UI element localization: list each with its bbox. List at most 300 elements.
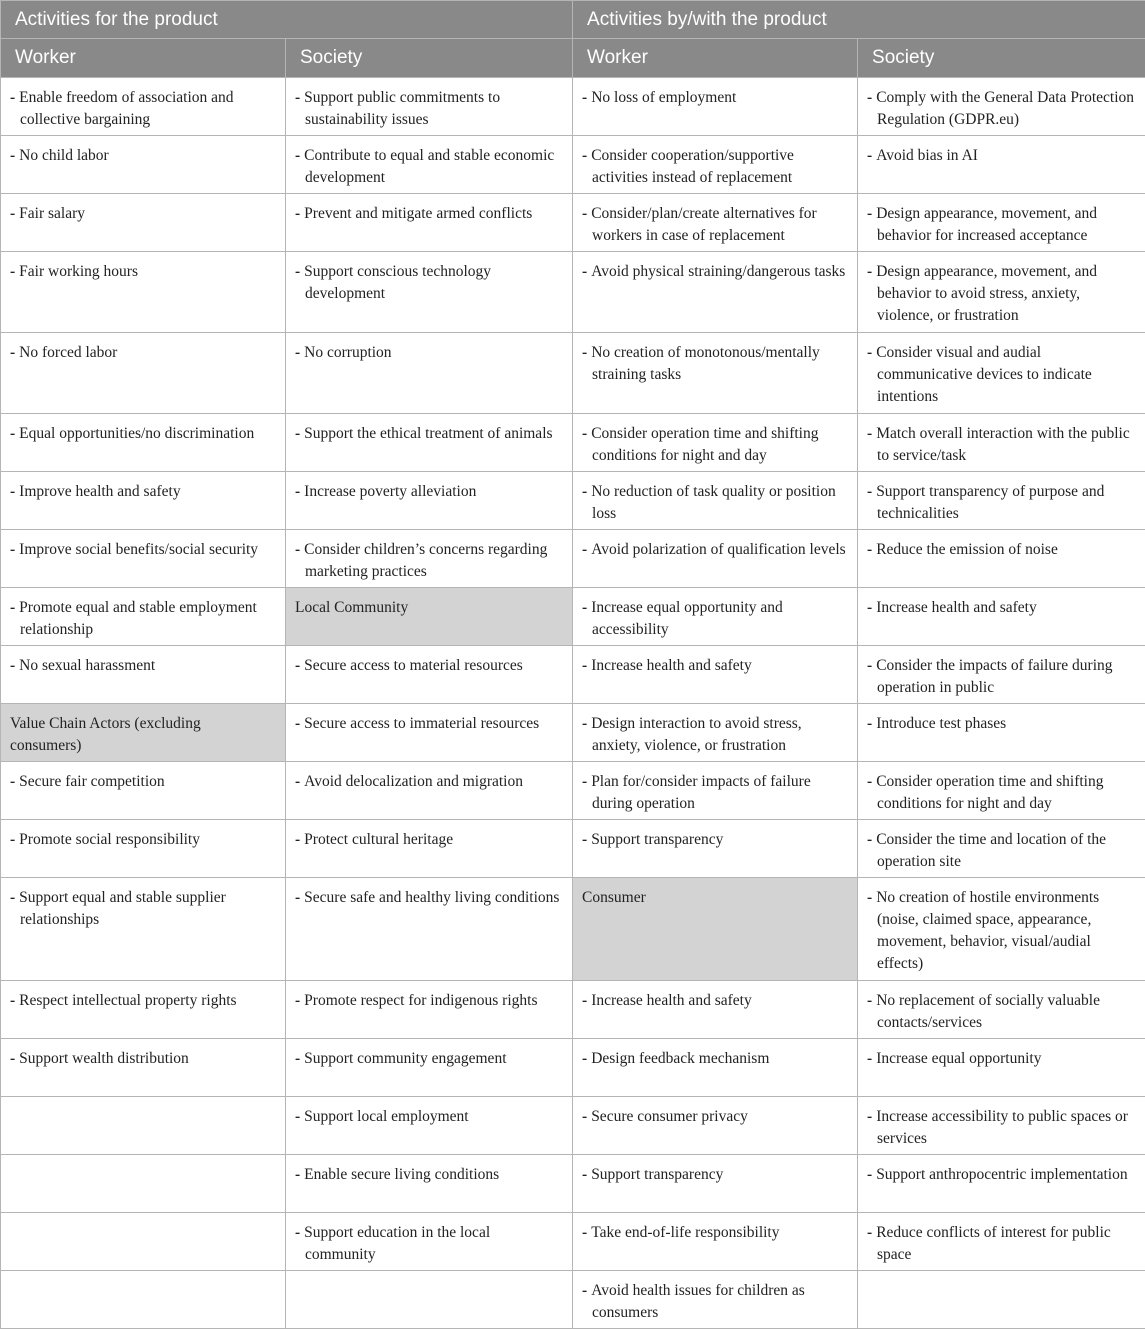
item-text: Promote respect for indigenous rights: [304, 992, 537, 1009]
list-item: [867, 713, 1135, 735]
sub-header-row: [1, 39, 1145, 78]
bullet-dash: -: [10, 483, 15, 500]
bullet-dash: -: [295, 344, 300, 361]
table-cell: [1, 588, 286, 646]
table-cell: [858, 333, 1145, 414]
bullet-dash: -: [295, 1166, 300, 1183]
item-text: Contribute to equal and stable economic development: [304, 147, 554, 186]
list-item: [295, 1222, 562, 1266]
list-item: [295, 539, 562, 583]
item-text: Take end-of-life responsibility: [591, 1224, 779, 1241]
table-cell: [1, 78, 286, 136]
item-text: Promote equal and stable employment relationship: [19, 599, 257, 638]
column-header-society: Society: [858, 39, 1145, 78]
item-text: Support public commitments to sustainability issues: [304, 89, 500, 128]
item-text: Increase health and safety: [591, 657, 752, 674]
bullet-dash: -: [10, 599, 15, 616]
list-item: [295, 1164, 562, 1186]
table-cell: [858, 1155, 1145, 1213]
group-header-row: [1, 1, 1145, 39]
list-item: [295, 990, 562, 1012]
table-cell: [286, 704, 573, 762]
bullet-dash: -: [582, 541, 587, 558]
table-row: [1, 878, 1145, 981]
list-item: [582, 481, 847, 525]
table-cell: [286, 981, 573, 1039]
list-item: [867, 87, 1135, 131]
table-cell: [858, 878, 1145, 981]
item-text: Secure consumer privacy: [591, 1108, 748, 1125]
table-cell: [286, 194, 573, 252]
table-row: [1, 588, 1145, 646]
bullet-dash: -: [582, 344, 587, 361]
bullet-dash: -: [867, 89, 872, 106]
item-text: Protect cultural heritage: [304, 831, 453, 848]
item-text: Consider visual and audial communicative devices to indicate intentions: [876, 344, 1092, 405]
item-text: No forced labor: [19, 344, 117, 361]
table-cell: [858, 588, 1145, 646]
bullet-dash: -: [295, 425, 300, 442]
bullet-dash: -: [10, 992, 15, 1009]
bullet-dash: -: [295, 483, 300, 500]
table-cell: [573, 333, 858, 414]
bullet-dash: -: [295, 657, 300, 674]
item-text: Enable secure living conditions: [304, 1166, 499, 1183]
item-text: No reduction of task quality or position loss: [591, 483, 836, 522]
list-item: [582, 1164, 847, 1186]
list-item: [867, 1048, 1135, 1070]
bullet-dash: -: [295, 773, 300, 790]
item-text: No corruption: [304, 344, 391, 361]
table-cell: [573, 472, 858, 530]
list-item: [295, 829, 562, 851]
bullet-dash: -: [867, 599, 872, 616]
bullet-dash: -: [582, 773, 587, 790]
bullet-dash: -: [295, 147, 300, 164]
bullet-dash: -: [582, 657, 587, 674]
list-item: [582, 597, 847, 641]
table-cell: [286, 136, 573, 194]
bullet-dash: -: [582, 715, 587, 732]
table-cell: [1, 820, 286, 878]
list-item: [295, 887, 562, 909]
stakeholder-group-label: Consumer: [582, 887, 847, 909]
item-text: Support transparency of purpose and technicalities: [876, 483, 1104, 522]
table-cell: [1, 194, 286, 252]
table-cell: [286, 414, 573, 472]
list-item: [582, 423, 847, 467]
table-cell: [1, 333, 286, 414]
bullet-dash: -: [867, 147, 872, 164]
bullet-dash: -: [582, 1224, 587, 1241]
list-item: [582, 261, 847, 283]
item-text: Introduce test phases: [876, 715, 1006, 732]
bullet-dash: -: [10, 147, 15, 164]
list-item: [582, 539, 847, 561]
item-text: Consider/plan/create alternatives for workers in case of replacement: [591, 205, 817, 244]
item-text: Consider operation time and shifting conditions for night and day: [876, 773, 1103, 812]
table-cell: [1, 530, 286, 588]
table-cell: [858, 78, 1145, 136]
stakeholder-group-label: Value Chain Actors (excluding consumers): [10, 713, 275, 757]
list-item: [582, 655, 847, 677]
table-cell: [573, 1213, 858, 1271]
list-item: [295, 1106, 562, 1128]
item-text: Reduce the emission of noise: [876, 541, 1058, 558]
list-item: [10, 771, 275, 793]
item-text: Support transparency: [591, 1166, 723, 1183]
table-row: [1, 1039, 1145, 1097]
bullet-dash: -: [582, 1108, 587, 1125]
bullet-dash: -: [10, 541, 15, 558]
list-item: [867, 655, 1135, 699]
item-text: Consider children’s concerns regarding marketing practices: [304, 541, 547, 580]
list-item: [10, 990, 275, 1012]
bullet-dash: -: [295, 715, 300, 732]
item-text: Increase poverty alleviation: [304, 483, 476, 500]
table-cell: [286, 252, 573, 333]
bullet-dash: -: [582, 599, 587, 616]
list-item: [295, 203, 562, 225]
column-header-worker: Worker: [1, 39, 286, 78]
table-cell: [858, 1039, 1145, 1097]
bullet-dash: -: [10, 344, 15, 361]
table-cell: [858, 414, 1145, 472]
table-cell: [858, 820, 1145, 878]
list-item: [867, 887, 1135, 975]
list-item: [10, 655, 275, 677]
table-row: [1, 1213, 1145, 1271]
table-cell: [286, 588, 573, 646]
bullet-dash: -: [295, 889, 300, 906]
stakeholder-group-label: Local Community: [295, 597, 562, 619]
list-item: [867, 145, 1135, 167]
table-cell: [286, 1097, 573, 1155]
column-header-society: Society: [286, 39, 573, 78]
list-item: [582, 342, 847, 386]
table-cell: [858, 762, 1145, 820]
bullet-dash: -: [867, 344, 872, 361]
list-item: [867, 597, 1135, 619]
item-text: Fair working hours: [19, 263, 138, 280]
table-row: [1, 252, 1145, 333]
bullet-dash: -: [582, 205, 587, 222]
table-row: [1, 762, 1145, 820]
list-item: [10, 829, 275, 851]
list-item: [867, 1222, 1135, 1266]
list-item: [10, 423, 275, 445]
bullet-dash: -: [582, 1050, 587, 1067]
list-item: [867, 829, 1135, 873]
bullet-dash: -: [295, 1050, 300, 1067]
bullet-dash: -: [295, 263, 300, 280]
table-cell: [858, 472, 1145, 530]
bullet-dash: -: [582, 831, 587, 848]
bullet-dash: -: [10, 89, 15, 106]
item-text: No replacement of socially valuable contacts/services: [876, 992, 1100, 1031]
item-text: Secure safe and healthy living conditions: [304, 889, 559, 906]
table-row: [1, 704, 1145, 762]
item-text: Support wealth distribution: [19, 1050, 189, 1067]
table-cell: [573, 878, 858, 981]
table-cell: [573, 194, 858, 252]
table-cell: [1, 646, 286, 704]
list-item: [582, 990, 847, 1012]
bullet-dash: -: [867, 657, 872, 674]
item-text: Design feedback mechanism: [591, 1050, 769, 1067]
item-text: Support anthropocentric implementation: [876, 1166, 1127, 1183]
list-item: [295, 87, 562, 131]
table-cell: [286, 472, 573, 530]
item-text: Support local employment: [304, 1108, 468, 1125]
column-header-worker: Worker: [573, 39, 858, 78]
table-cell: [858, 194, 1145, 252]
item-text: Enable freedom of association and collective bargaining: [19, 89, 233, 128]
list-item: [295, 261, 562, 305]
table-cell: [858, 530, 1145, 588]
bullet-dash: -: [867, 483, 872, 500]
item-text: Avoid physical straining/dangerous tasks: [591, 263, 845, 280]
bullet-dash: -: [867, 425, 872, 442]
table-row: [1, 646, 1145, 704]
item-text: Support transparency: [591, 831, 723, 848]
bullet-dash: -: [867, 773, 872, 790]
item-text: Avoid health issues for children as consumers: [591, 1282, 805, 1321]
table-cell: [1, 1039, 286, 1097]
table-cell: [573, 646, 858, 704]
item-text: Match overall interaction with the public to service/task: [876, 425, 1130, 464]
table-row: [1, 472, 1145, 530]
table-cell: [573, 1155, 858, 1213]
table-cell: [1, 1155, 286, 1213]
list-item: [867, 342, 1135, 408]
table-cell: [1, 878, 286, 981]
table-cell: [286, 1213, 573, 1271]
bullet-dash: -: [10, 1050, 15, 1067]
bullet-dash: -: [867, 1166, 872, 1183]
bullet-dash: -: [867, 1050, 872, 1067]
item-text: Support equal and stable supplier relationships: [19, 889, 226, 928]
table-cell: [1, 1213, 286, 1271]
table-cell: [286, 530, 573, 588]
list-item: [295, 145, 562, 189]
list-item: [867, 481, 1135, 525]
table-cell: [858, 646, 1145, 704]
bullet-dash: -: [295, 1108, 300, 1125]
bullet-dash: -: [867, 889, 872, 906]
list-item: [10, 342, 275, 364]
table-cell: [286, 78, 573, 136]
table-cell: [573, 762, 858, 820]
item-text: Avoid bias in AI: [876, 147, 978, 164]
list-item: [867, 771, 1135, 815]
table-cell: [858, 1213, 1145, 1271]
list-item: [10, 203, 275, 225]
list-item: [295, 481, 562, 503]
item-text: Prevent and mitigate armed conflicts: [304, 205, 532, 222]
bullet-dash: -: [867, 1108, 872, 1125]
item-text: No loss of employment: [591, 89, 736, 106]
item-text: Plan for/consider impacts of failure during operation: [591, 773, 811, 812]
table-body: [1, 78, 1145, 1329]
item-text: Increase equal opportunity and accessibility: [591, 599, 783, 638]
item-text: No creation of hostile environments (noise, claimed space, appearance, movement, behavior, visual/audial effects): [876, 889, 1099, 972]
bullet-dash: -: [582, 263, 587, 280]
item-text: Promote social responsibility: [19, 831, 200, 848]
list-item: [582, 1048, 847, 1070]
item-text: Increase health and safety: [876, 599, 1037, 616]
table-cell: [1, 704, 286, 762]
table-cell: [573, 704, 858, 762]
list-item: [582, 203, 847, 247]
item-text: Secure access to material resources: [304, 657, 523, 674]
item-text: No creation of monotonous/mentally straining tasks: [591, 344, 820, 383]
table-cell: [1, 136, 286, 194]
table-cell: [1, 472, 286, 530]
list-item: [10, 887, 275, 931]
bullet-dash: -: [867, 1224, 872, 1241]
item-text: No child labor: [19, 147, 109, 164]
item-text: Secure access to immaterial resources: [304, 715, 539, 732]
list-item: [295, 1048, 562, 1070]
table-row: [1, 1097, 1145, 1155]
list-item: [10, 87, 275, 131]
list-item: [582, 145, 847, 189]
item-text: Design interaction to avoid stress, anxiety, violence, or frustration: [591, 715, 802, 754]
item-text: Comply with the General Data Protection Regulation (GDPR.eu): [876, 89, 1134, 128]
item-text: Improve social benefits/social security: [19, 541, 258, 558]
list-item: [867, 1106, 1135, 1150]
item-text: Reduce conflicts of interest for public space: [876, 1224, 1111, 1263]
list-item: [582, 771, 847, 815]
table-row: [1, 78, 1145, 136]
list-item: [582, 87, 847, 109]
list-item: [867, 203, 1135, 247]
list-item: [295, 655, 562, 677]
list-item: [582, 1106, 847, 1128]
bullet-dash: -: [10, 657, 15, 674]
table-row: [1, 333, 1145, 414]
table-cell: [1, 252, 286, 333]
table-cell: [286, 646, 573, 704]
list-item: [295, 713, 562, 735]
list-item: [867, 539, 1135, 561]
list-item: [867, 423, 1135, 467]
item-text: Consider cooperation/supportive activities instead of replacement: [591, 147, 794, 186]
item-text: Support the ethical treatment of animals: [304, 425, 552, 442]
item-text: Avoid polarization of qualification levels: [591, 541, 846, 558]
table-cell: [573, 588, 858, 646]
item-text: Respect intellectual property rights: [19, 992, 236, 1009]
list-item: [867, 990, 1135, 1034]
table-cell: [573, 981, 858, 1039]
item-text: Increase health and safety: [591, 992, 752, 1009]
table-cell: [286, 1039, 573, 1097]
item-text: Equal opportunities/no discrimination: [19, 425, 254, 442]
list-item: [867, 261, 1135, 327]
list-item: [867, 1164, 1135, 1186]
table-cell: [858, 981, 1145, 1039]
bullet-dash: -: [867, 541, 872, 558]
bullet-dash: -: [295, 205, 300, 222]
bullet-dash: -: [10, 205, 15, 222]
table-cell: [286, 878, 573, 981]
table-cell: [858, 704, 1145, 762]
item-text: Design appearance, movement, and behavior for increased acceptance: [876, 205, 1097, 244]
item-text: Support education in the local community: [304, 1224, 490, 1263]
table-cell: [573, 414, 858, 472]
bullet-dash: -: [295, 992, 300, 1009]
list-item: [582, 713, 847, 757]
table-cell: [1, 414, 286, 472]
bullet-dash: -: [867, 263, 872, 280]
bullet-dash: -: [10, 263, 15, 280]
bullet-dash: -: [582, 1282, 587, 1299]
list-item: [10, 261, 275, 283]
item-text: Design appearance, movement, and behavior to avoid stress, anxiety, violence, or frustration: [876, 263, 1097, 324]
bullet-dash: -: [295, 541, 300, 558]
table-cell: [1, 762, 286, 820]
list-item: [295, 771, 562, 793]
item-text: Improve health and safety: [19, 483, 180, 500]
bullet-dash: -: [582, 147, 587, 164]
table-row: [1, 194, 1145, 252]
bullet-dash: -: [582, 483, 587, 500]
item-text: Support community engagement: [304, 1050, 506, 1067]
item-text: Increase accessibility to public spaces or services: [876, 1108, 1128, 1147]
bullet-dash: -: [10, 831, 15, 848]
list-item: [10, 539, 275, 561]
list-item: [295, 423, 562, 445]
bullet-dash: -: [10, 773, 15, 790]
item-text: Avoid delocalization and migration: [304, 773, 523, 790]
table-cell: [858, 252, 1145, 333]
list-item: [582, 1280, 847, 1324]
bullet-dash: -: [867, 205, 872, 222]
bullet-dash: -: [582, 425, 587, 442]
list-item: [10, 597, 275, 641]
bullet-dash: -: [295, 831, 300, 848]
item-text: Consider the time and location of the operation site: [876, 831, 1106, 870]
table-cell: [858, 1097, 1145, 1155]
table-row: [1, 820, 1145, 878]
table-cell: [573, 78, 858, 136]
table-cell: [573, 136, 858, 194]
group-header-by-with-product: Activities by/with the product: [573, 1, 1145, 39]
bullet-dash: -: [867, 715, 872, 732]
table-cell: [286, 820, 573, 878]
bullet-dash: -: [867, 992, 872, 1009]
list-item: [582, 1222, 847, 1244]
table-cell: [1, 1097, 286, 1155]
item-text: Secure fair competition: [19, 773, 164, 790]
list-item: [10, 1048, 275, 1070]
list-item: [10, 145, 275, 167]
item-text: Increase equal opportunity: [876, 1050, 1041, 1067]
table-cell: [573, 252, 858, 333]
group-header-for-product: Activities for the product: [1, 1, 573, 39]
table-cell: [858, 136, 1145, 194]
bullet-dash: -: [582, 992, 587, 1009]
table-cell: [1, 981, 286, 1039]
table-cell: [573, 1097, 858, 1155]
table-row: [1, 1155, 1145, 1213]
table-row: [1, 530, 1145, 588]
bullet-dash: -: [582, 89, 587, 106]
table-cell: [286, 762, 573, 820]
list-item: [10, 481, 275, 503]
table-cell: [573, 530, 858, 588]
